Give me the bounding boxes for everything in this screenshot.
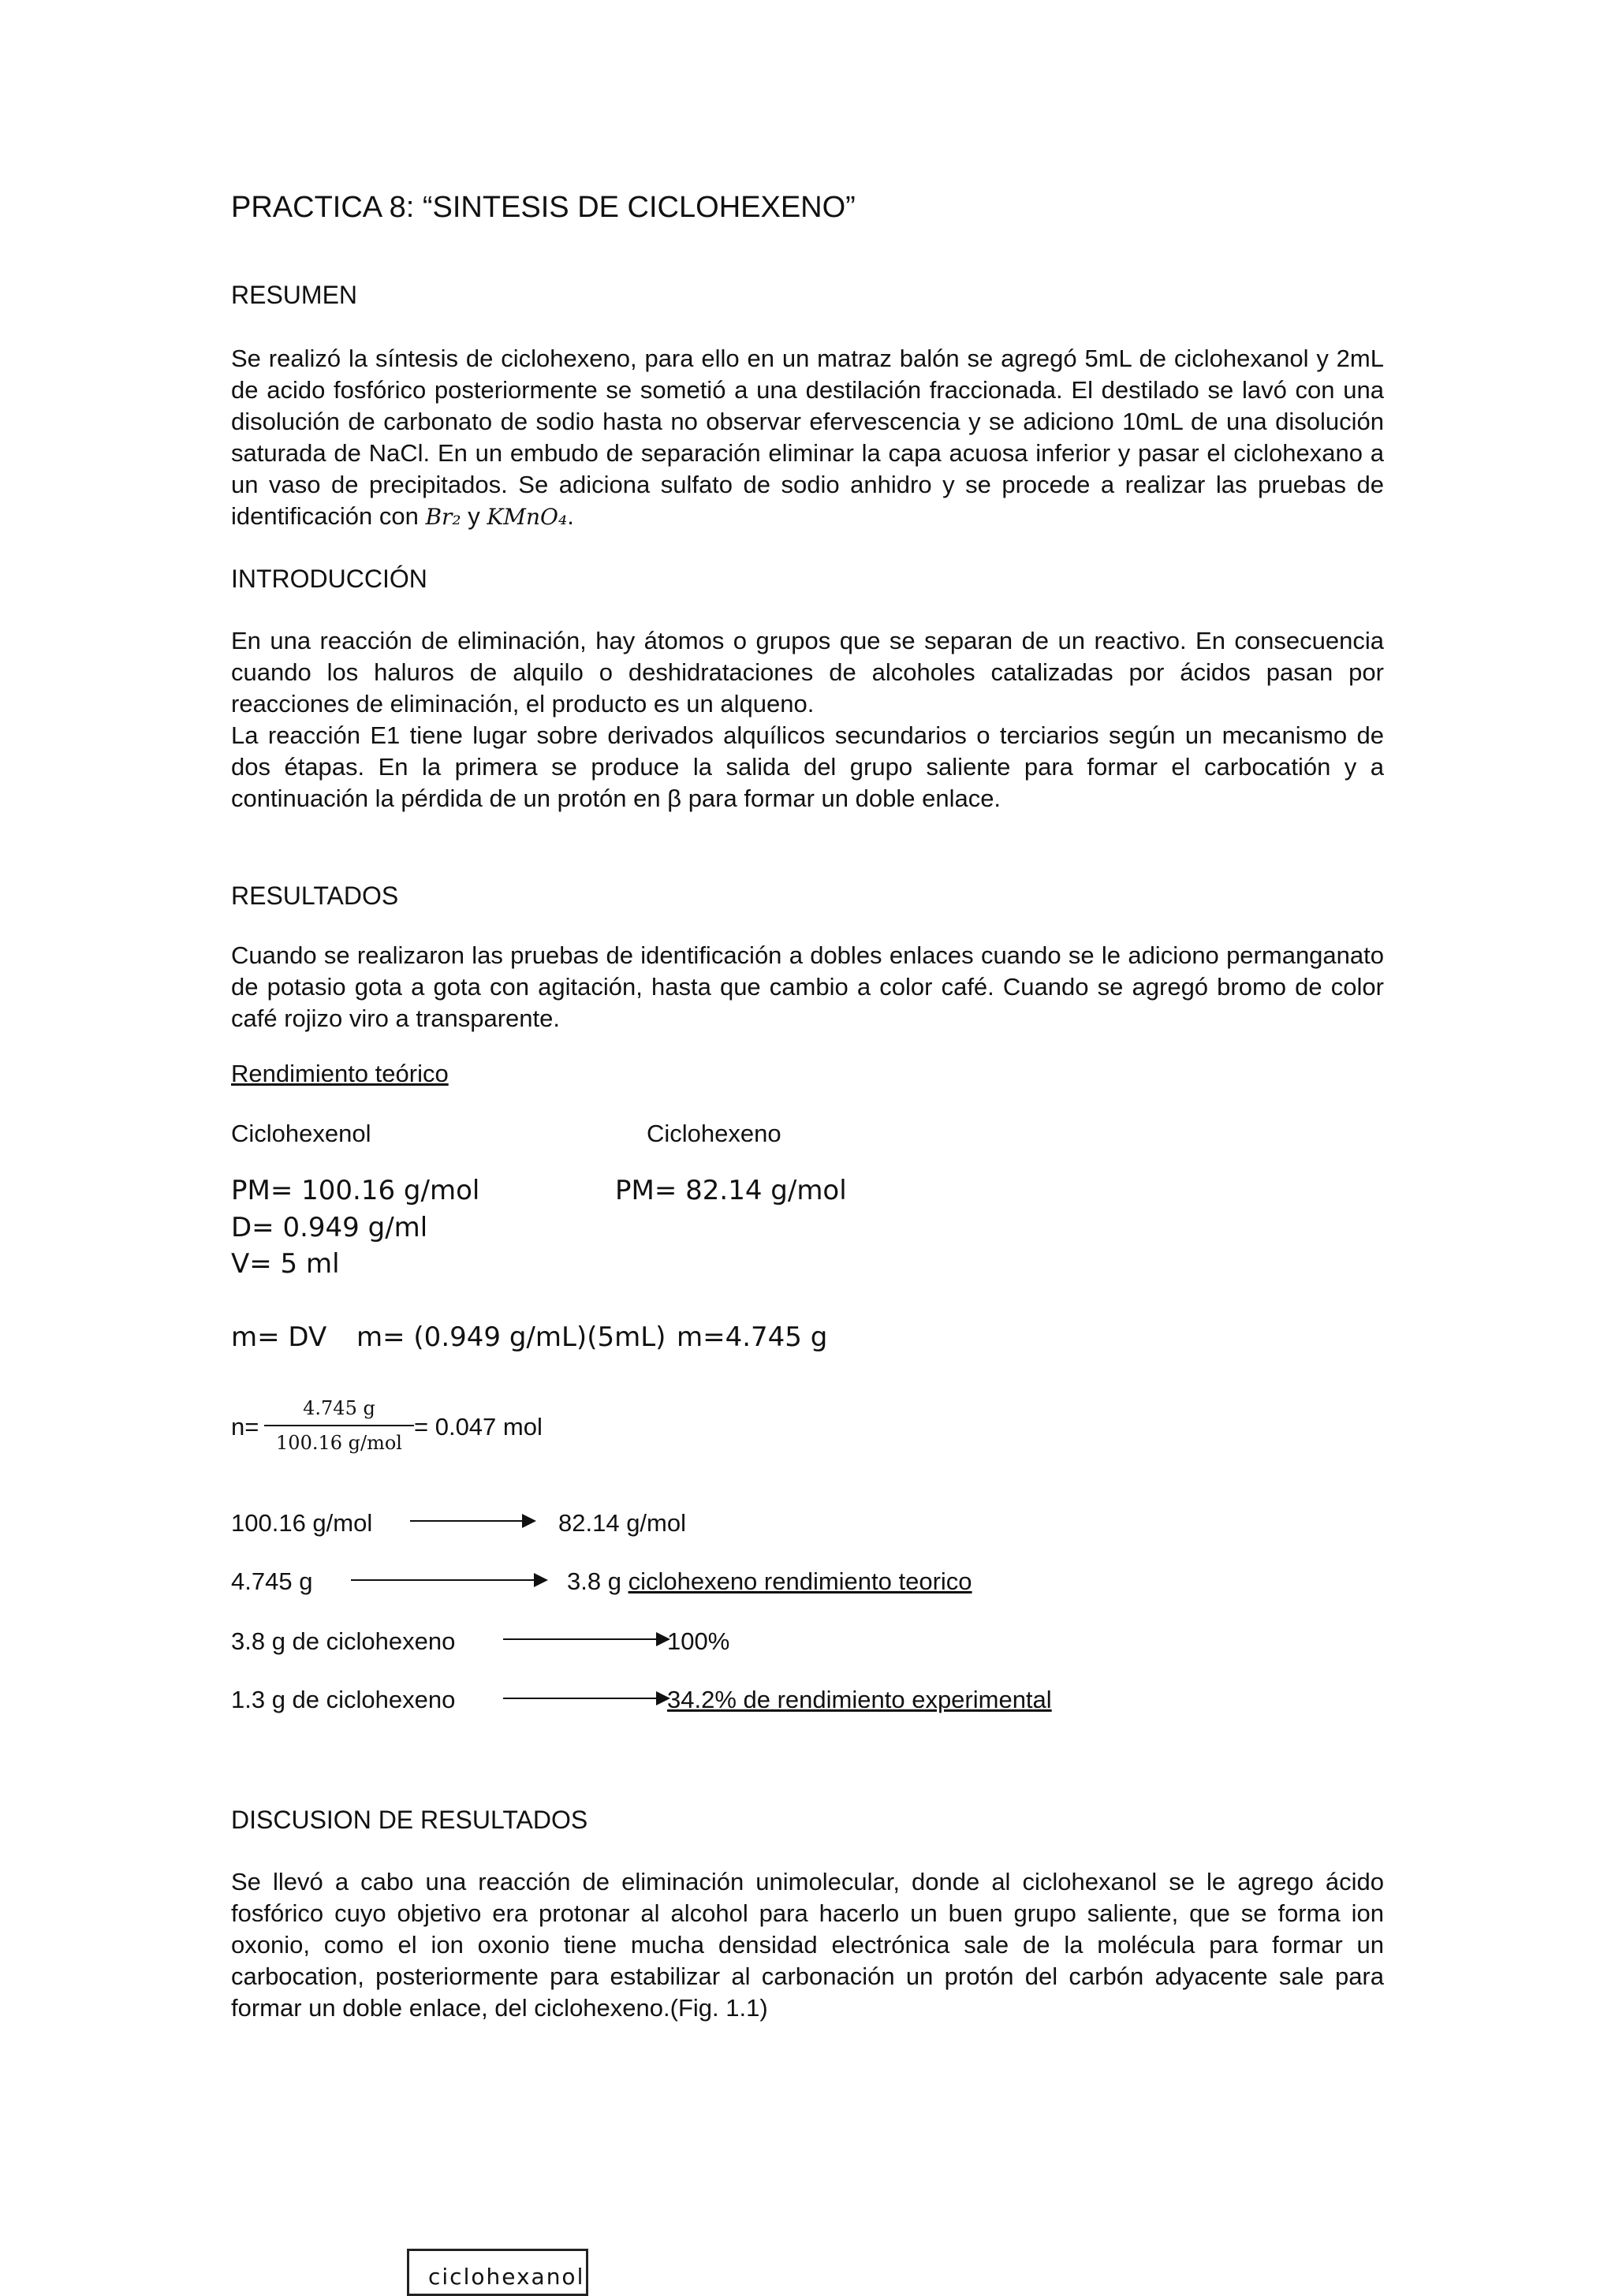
moles-prefix: n= [231, 1413, 259, 1441]
resultados-paragraph [231, 940, 1384, 1034]
introduccion-paragraph [231, 625, 1384, 814]
volume-value: V= 5 ml [231, 1248, 340, 1280]
reagent-kmno4: KMnO₄ [487, 504, 568, 530]
introduccion-p2: La reacción E1 tiene lugar sobre derivados alquílicos secundarios o terciarios según un mecanismo de dos étapas. En la primera se produce la salida del grupo saliente para formar el carbocatión y a continuación la pérdida de un protón en β para formar un doble enlace. [231, 721, 1384, 812]
pm-ciclohexeno: PM= 82.14 g/mol [615, 1175, 847, 1206]
resumen-end: . [567, 502, 574, 530]
fraction-bar [264, 1425, 414, 1426]
yield-mass: 3.8 g [567, 1567, 621, 1595]
resumen-heading: RESUMEN [231, 281, 358, 309]
discusion-heading: DISCUSION DE RESULTADOS [231, 1806, 588, 1834]
page-title: PRACTICA 8: “SINTESIS DE CICLOHEXENO” [231, 191, 856, 224]
ratio-left-3: 3.8 g de ciclohexeno [231, 1627, 456, 1655]
ratio-right-1: 82.14 g/mol [558, 1509, 686, 1537]
arrow-right-icon [503, 1638, 669, 1640]
resultados-text: Cuando se realizaron las pruebas de identificación a dobles enlaces cuando se le adiciono permanganato de potasio gota a gota con agitación, hasta que cambio a color café. Cuando se agregó bromo de color café rojizo viro a transparente. [231, 941, 1384, 1032]
mass-result: m=4.745 g [677, 1321, 828, 1353]
figure-label-box [407, 2249, 588, 2296]
ratio-left-2: 4.745 g [231, 1567, 313, 1595]
density-value: D= 0.949 g/ml [231, 1212, 428, 1243]
yield-theoretical-label: ciclohexeno rendimiento teorico [628, 1567, 972, 1595]
discusion-text: Se llevó a cabo una reacción de eliminación unimolecular, donde al ciclohexanol se le agrego ácido fosfórico cuyo objetivo era protonar al alcohol para hacerlo un buen grupo saliente, que se forma ion oxonio, como el ion oxonio tiene mucha densidad electrónica sale de la molécula para formar un carbocation, posteriormente para estabilizar al carbonación un protón del carbón adyacente sale para formar un doble enlace, del ciclohexeno.(Fig. 1.1) [231, 1868, 1384, 2022]
ratio-right-3: 100% [667, 1627, 730, 1655]
mass-substitution: m= (0.949 g/mL)(5mL) [356, 1321, 666, 1353]
rendimiento-heading: Rendimiento teórico [231, 1060, 449, 1087]
reagent-br2: Br₂ [425, 504, 461, 530]
arrow-right-icon [410, 1520, 535, 1522]
moles-denominator: 100.16 g/mol [276, 1432, 402, 1454]
ratio-left-4: 1.3 g de ciclohexeno [231, 1686, 456, 1713]
resumen-conj: y [468, 502, 480, 530]
pm-ciclohexenol: PM= 100.16 g/mol [231, 1175, 480, 1206]
figure-label: ciclohexanol [428, 2264, 585, 2290]
ratio-right-2 [567, 1567, 972, 1596]
introduccion-heading: INTRODUCCIÓN [231, 565, 427, 593]
ratio-right-4: 34.2% de rendimiento experimental [667, 1686, 1052, 1713]
ratio-left-1: 100.16 g/mol [231, 1509, 373, 1537]
moles-result: = 0.047 mol [414, 1413, 543, 1441]
ciclohexenol-label: Ciclohexenol [231, 1120, 371, 1147]
mass-formula: m= DV [231, 1321, 327, 1353]
moles-numerator: 4.745 g [303, 1397, 375, 1419]
arrow-right-icon [503, 1698, 669, 1699]
resumen-text: Se realizó la síntesis de ciclohexeno, para ello en un matraz balón se agregó 5mL de ciclohexanol y 2mL de acido fosfórico posteriormente se sometió a una destilación fraccionada. El destilado se lavó con una disolución de carbonato de sodio hasta no observar efervescencia y se adiciono 10mL de una disolución saturada de NaCl. En un embudo de separación eliminar la capa acuosa inferior y pasar el ciclohexano a un vaso de precipitados. Se adiciona sulfato de sodio anhidro y se procede a realizar las pruebas de identificación con [231, 345, 1384, 530]
ciclohexeno-label: Ciclohexeno [647, 1120, 781, 1147]
arrow-right-icon [351, 1579, 546, 1581]
discusion-paragraph [231, 1866, 1384, 2024]
resultados-heading: RESULTADOS [231, 882, 399, 910]
resumen-paragraph [231, 343, 1384, 533]
introduccion-p1: En una reacción de eliminación, hay átomos o grupos que se separan de un reactivo. En consecuencia cuando los haluros de alquilo o deshidrataciones de alcoholes catalizadas por ácidos pasan por reacciones de eliminación, el producto es un alqueno. [231, 627, 1384, 718]
